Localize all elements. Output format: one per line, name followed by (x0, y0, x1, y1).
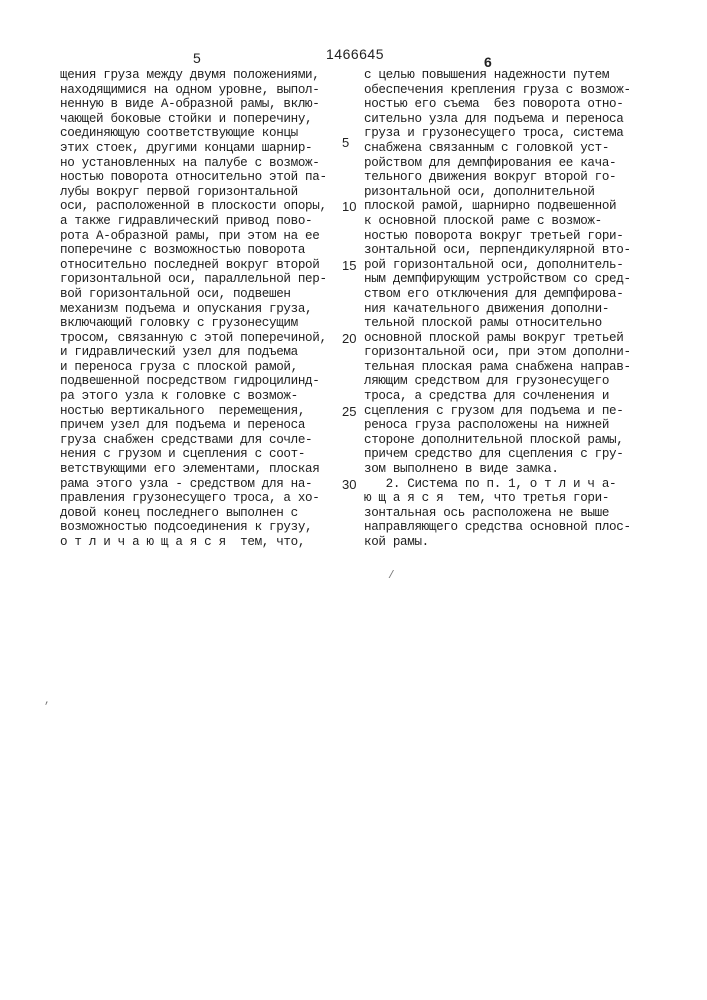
text-line: этих стоек, другими концами шарнир- (60, 141, 338, 156)
text-line: зом выполнено в виде замка. (364, 462, 631, 477)
text-line: с целью повышения надежности путем (364, 68, 631, 83)
text-line: горизонтальной оси, при этом дополни- (364, 345, 631, 360)
text-line: щения груза между двумя положениями, (60, 68, 338, 83)
patent-number: 1466645 (326, 46, 384, 62)
text-line: находящимися на одном уровне, выпол- (60, 83, 338, 98)
text-line: но установленных на палубе с возмож- (60, 156, 338, 171)
line-number-marker: 5 (342, 135, 349, 150)
line-number-marker: 30 (342, 477, 356, 492)
text-line: 2. Система по п. 1, о т л и ч а- (364, 477, 631, 492)
text-line: ния качательного движения дополни- (364, 302, 631, 317)
text-line: снабжена связанным с головкой уст- (364, 141, 631, 156)
text-line: довой конец последнего выполнен с (60, 506, 338, 521)
text-line: тельной плоской рамы относительно (364, 316, 631, 331)
text-line: груза и грузонесущего троса, система (364, 126, 631, 141)
text-line: лубы вокруг первой горизонтальной (60, 185, 338, 200)
line-number-marker: 10 (342, 199, 356, 214)
text-line: ством его отключения для демпфирова- (364, 287, 631, 302)
text-line: сцепления с грузом для подъема и пе- (364, 404, 631, 419)
text-line: ностью поворота относительно этой па- (60, 170, 338, 185)
text-line: ра этого узла к головке с возмож- (60, 389, 338, 404)
text-line: ностью вертикального перемещения, (60, 404, 338, 419)
text-line: чающей боковые стойки и поперечину, (60, 112, 338, 127)
text-line: включающий головку с грузонесущим (60, 316, 338, 331)
text-line: поперечине с возможностью поворота (60, 243, 338, 258)
text-line: ю щ а я с я тем, что третья гори- (364, 491, 631, 506)
text-line: сительно узла для подъема и переноса (364, 112, 631, 127)
text-line: возможностью подсоединения к грузу, (60, 520, 338, 535)
text-line: рой горизонтальной оси, дополнитель- (364, 258, 631, 273)
text-line: правления грузонесущего троса, а хо- (60, 491, 338, 506)
text-line: кой рамы. (364, 535, 631, 550)
text-line: тельного движения вокруг второй го- (364, 170, 631, 185)
text-line: рота А-образной рамы, при этом на ее (60, 229, 338, 244)
text-line: оси, расположенной в плоскости опоры, (60, 199, 338, 214)
left-text-column (60, 68, 338, 550)
text-line: стороне дополнительной плоской рамы, (364, 433, 631, 448)
text-line: основной плоской рамы вокруг третьей (364, 331, 631, 346)
text-line: зонтальная ось расположена не выше (364, 506, 631, 521)
text-line: а также гидравлический привод пово- (60, 214, 338, 229)
text-line: относительно последней вокруг второй (60, 258, 338, 273)
text-line: обеспечения крепления груза с возмож- (364, 83, 631, 98)
text-line: ветствующими его элементами, плоская (60, 462, 338, 477)
line-number-marker: 20 (342, 331, 356, 346)
text-line: реноса груза расположены на нижней (364, 418, 631, 433)
text-line: ностью поворота вокруг третьей гори- (364, 229, 631, 244)
text-line: груза снабжен средствами для сочле- (60, 433, 338, 448)
page-number-right: 6 (484, 54, 492, 70)
text-line: горизонтальной оси, параллельной пер- (60, 272, 338, 287)
text-line: ненную в виде А-образной рамы, вклю- (60, 97, 338, 112)
text-line: соединяющую соответствующие концы (60, 126, 338, 141)
text-line: нения с грузом и сцепления с соот- (60, 447, 338, 462)
text-line: ляющим средством для грузонесущего (364, 374, 631, 389)
text-line: рама этого узла - средством для на- (60, 477, 338, 492)
text-line: зонтальной оси, перпендикулярной вто- (364, 243, 631, 258)
text-line: троса, а средства для сочленения и (364, 389, 631, 404)
line-number-marker: 15 (342, 258, 356, 273)
text-line: ным демпфирующим устройством со сред- (364, 272, 631, 287)
text-line: причем узел для подъема и переноса (60, 418, 338, 433)
text-line: тросом, связанную с этой поперечиной, (60, 331, 338, 346)
scan-speck: / (388, 570, 395, 582)
text-line: ройством для демпфирования ее кача- (364, 156, 631, 171)
text-line: и гидравлический узел для подъема (60, 345, 338, 360)
text-line: к основной плоской раме с возмож- (364, 214, 631, 229)
text-line: о т л и ч а ю щ а я с я тем, что, (60, 535, 338, 550)
page-number-left: 5 (193, 50, 201, 66)
text-line: тельная плоская рама снабжена направ- (364, 360, 631, 375)
text-line: плоской рамой, шарнирно подвешенной (364, 199, 631, 214)
text-line: направляющего средства основной плос- (364, 520, 631, 535)
text-line: вой горизонтальной оси, подвешен (60, 287, 338, 302)
text-line: механизм подъема и опускания груза, (60, 302, 338, 317)
text-line: причем средство для сцепления с гру- (364, 447, 631, 462)
right-text-column (364, 68, 631, 550)
scan-speck: , (44, 695, 51, 707)
text-line: ностью его съема без поворота отно- (364, 97, 631, 112)
text-line: и переноса груза с плоской рамой, (60, 360, 338, 375)
text-line: подвешенной посредством гидроцилинд- (60, 374, 338, 389)
text-line: ризонтальной оси, дополнительной (364, 185, 631, 200)
line-number-marker: 25 (342, 404, 356, 419)
